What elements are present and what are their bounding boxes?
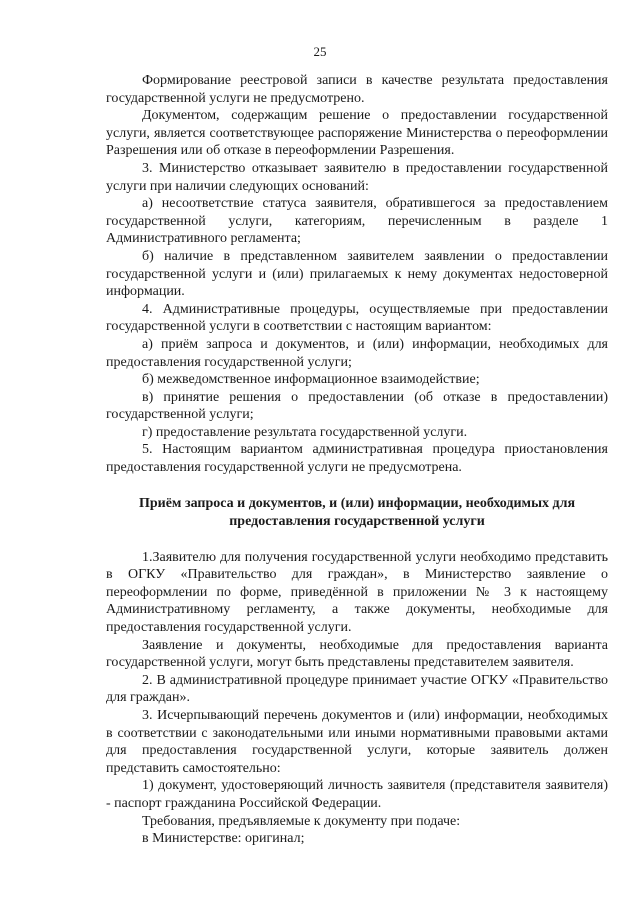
list-item: а) несоответствие статуса заявителя, обратившегося за предоставлением государственной услуги, категориям, перечисленным в разделе 1 Административного регламента; <box>106 196 608 247</box>
paragraph: 1.Заявителю для получения государственной услуги необходимо представить в ОГКУ «Правительство для граждан», в Министерство заявление о переоформлении по форме, приведённой в приложении № 3 к настоящему Административному регламенту, а также документы, необходимые для предоставления государственной услуги. <box>106 549 608 636</box>
paragraph: Формирование реестровой записи в качестве результата предоставления государственной услуги не предусмотрено. <box>106 73 608 106</box>
paragraph: в Министерстве: оригинал; <box>142 831 305 847</box>
paragraph: 3. Министерство отказывает заявителю в предоставлении государственной услуги при наличии следующих оснований: <box>106 160 608 194</box>
paragraph: 3. Исчерпывающий перечень документов и (или) информации, необходимых в соответствии с законодательными или иными нормативными правовыми актами для предоставления государственной услуги, которые заявитель должен представить самостоятельно: <box>106 708 608 776</box>
paragraph: Заявление и документы, необходимые для предоставления варианта государственной услуги, могут быть представлены представителем заявителя. <box>106 637 608 671</box>
list-item: б) наличие в представленном заявителем заявлении о предоставлении государственной услуги и (или) прилагаемых к нему документах недостоверной информации. <box>106 248 608 300</box>
list-item: 1) документ, удостоверяющий личность заявителя (представителя заявителя) - паспорт гражданина Российской Федерации. <box>106 778 608 811</box>
list-item: б) межведомственное информационное взаимодействие; <box>142 372 480 388</box>
page-number: 25 <box>313 44 327 59</box>
list-item: а) приём запроса и документов, и (или) информации, необходимых для предоставления государственной услуги; <box>106 336 608 370</box>
paragraph: Требования, предъявляемые к документу при подаче: <box>142 813 461 829</box>
list-item: в) принятие решения о предоставлении (об отказе в предоставлении) государственной услуги; <box>106 389 608 423</box>
document-body <box>106 72 608 848</box>
list-item: г) предоставление результата государственной услуги. <box>142 424 468 440</box>
paragraph: 2. В административной процедуре принимает участие ОГКУ «Правительство для граждан». <box>106 672 608 706</box>
paragraph: 5. Настоящим вариантом административная процедура приостановления предоставления государственной услуги не предусмотрена. <box>106 442 608 476</box>
section-heading: Приём запроса и документов, и (или) информации, необходимых для предоставления государственной услуги <box>138 495 576 529</box>
paragraph: 4. Административные процедуры, осуществляемые при предоставлении государственной услуги в соответствии с настоящим вариантом: <box>106 301 608 335</box>
paragraph: Документом, содержащим решение о предоставлении государственной услуги, является соответствующее распоряжение Министерства о переоформлении Разрешения или об отказе в переоформлении Разрешения. <box>106 108 608 159</box>
